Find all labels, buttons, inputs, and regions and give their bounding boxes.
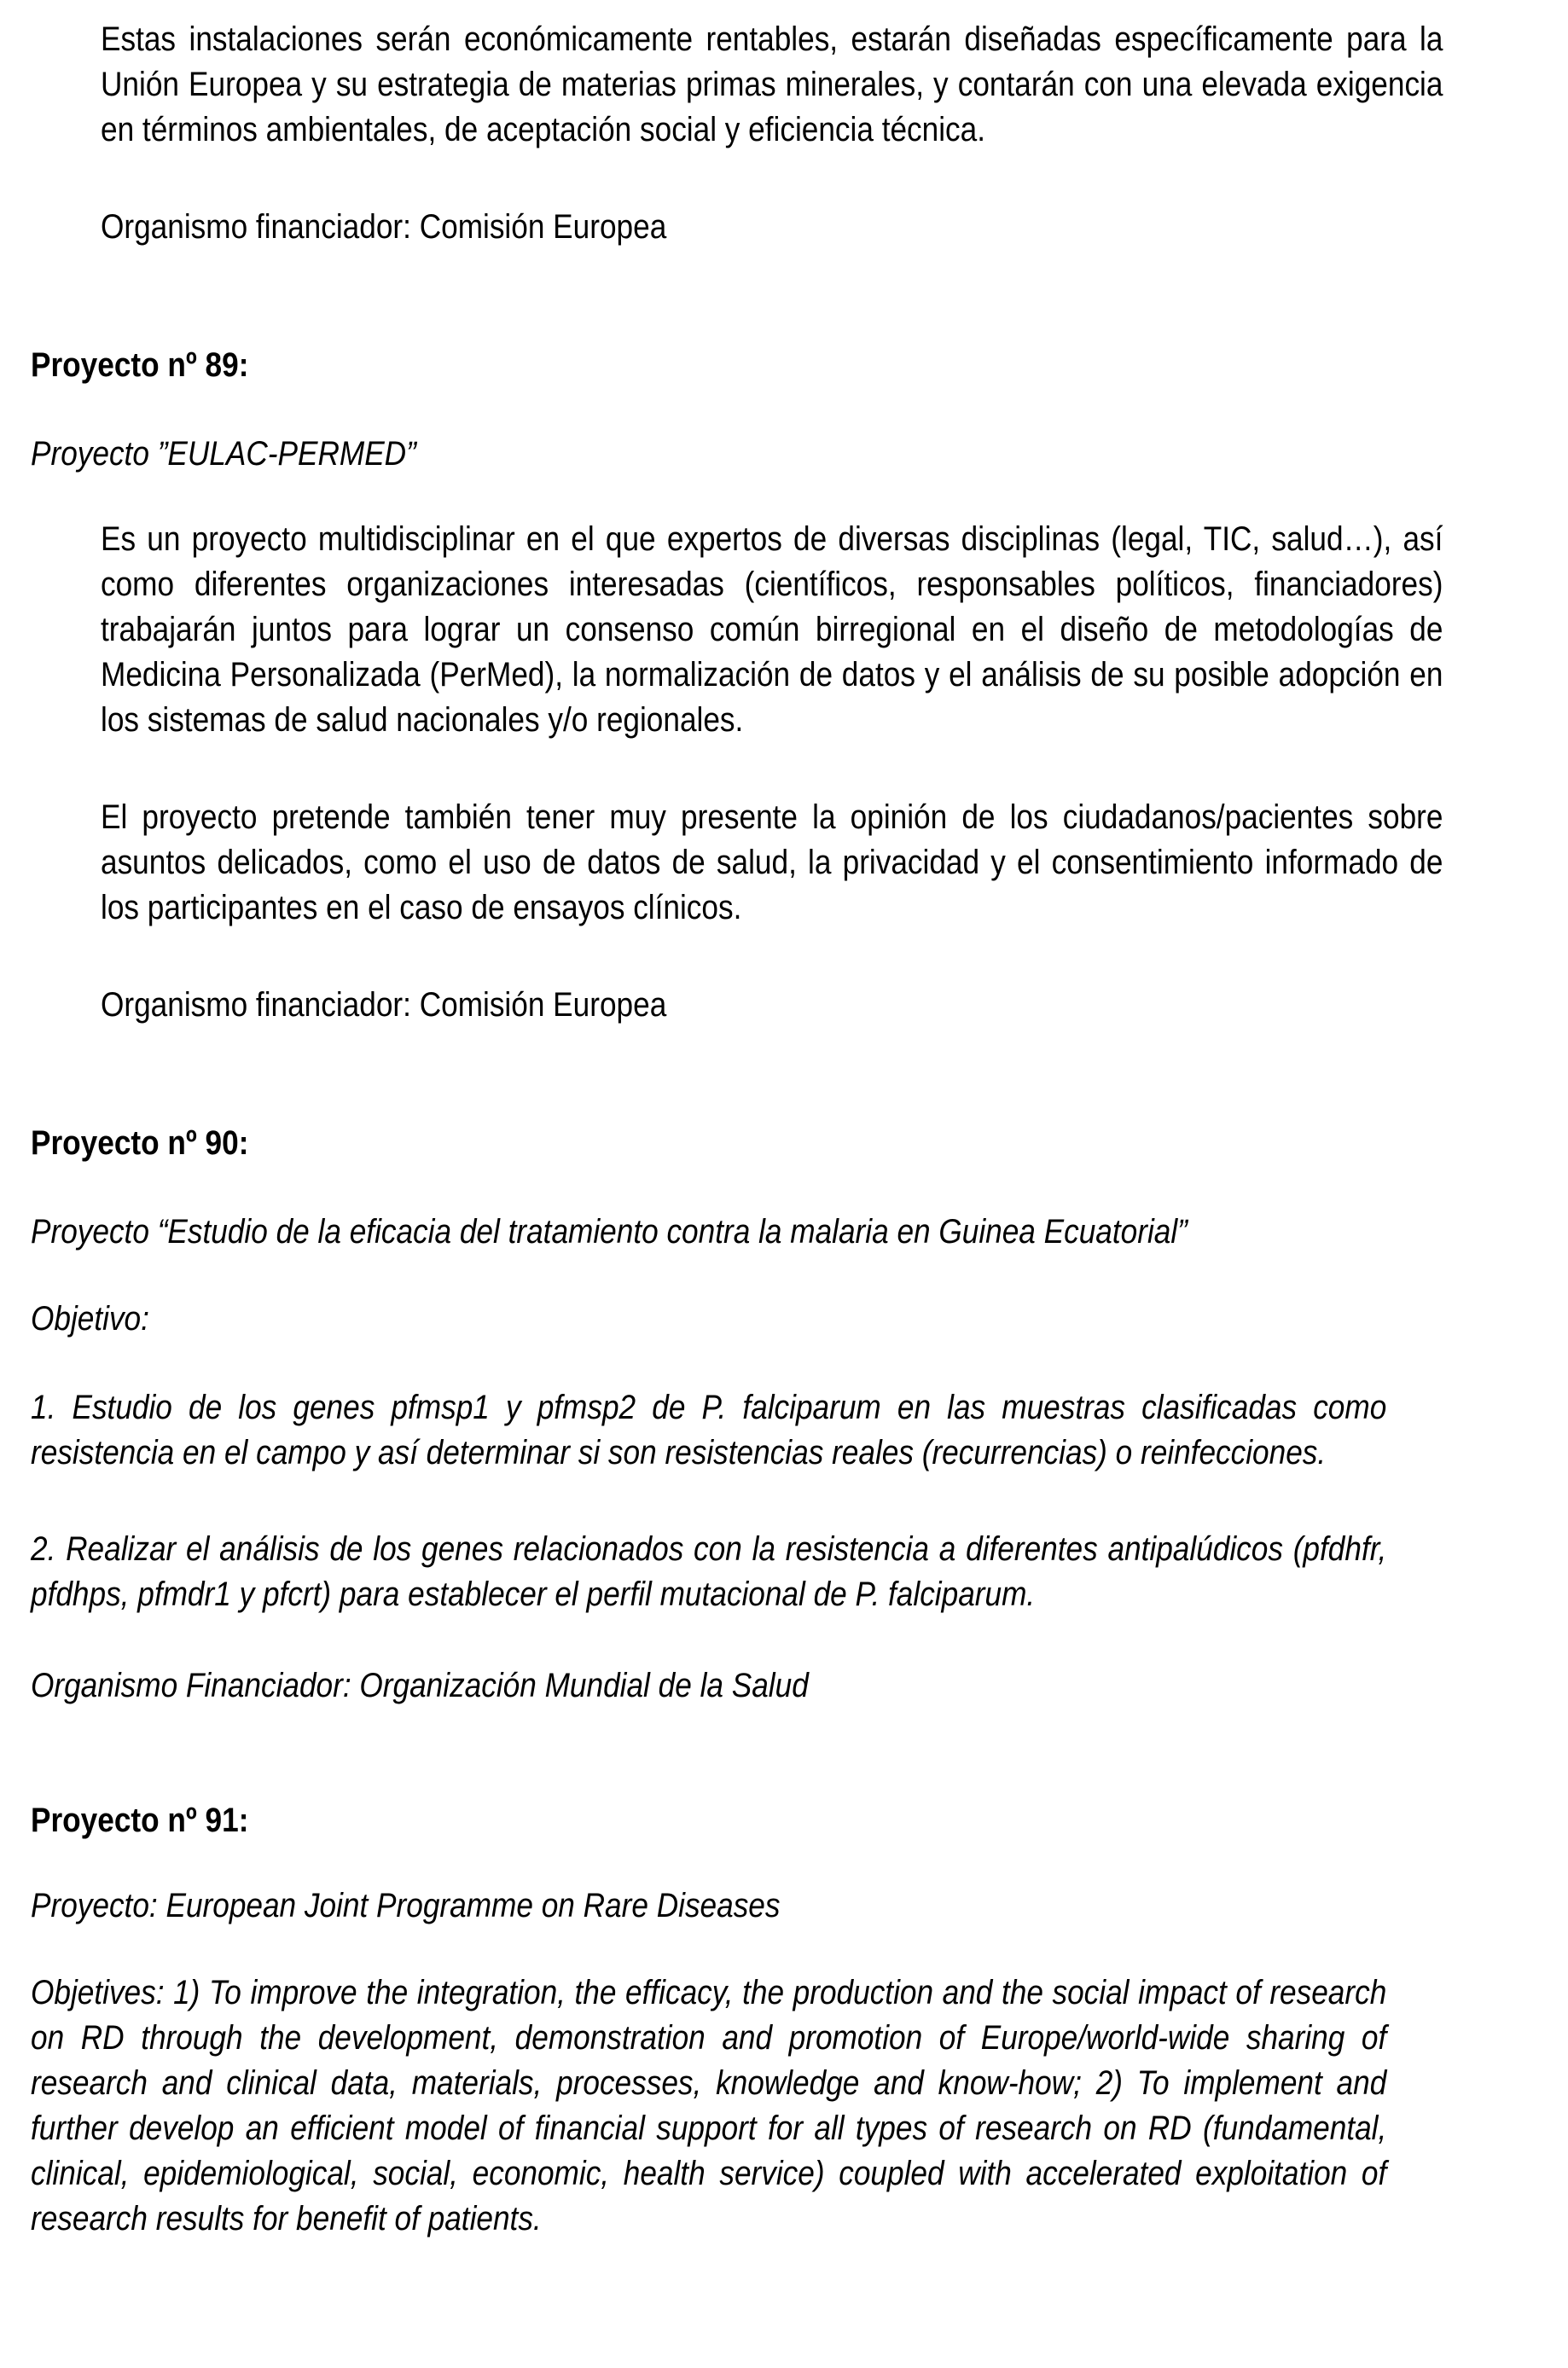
project-91-heading: Proyecto nº 91: <box>31 1802 249 1839</box>
intro-paragraph: Estas instalaciones serán económicamente rentables, estarán diseñadas específicamente para la Unión Europea y su estrategia de materias primas minerales, y contarán con una elevada exigencia en términos ambientales, de aceptación social y eficiencia técnica. <box>101 20 1443 148</box>
project-90-heading: Proyecto nº 90: <box>31 1124 249 1162</box>
project-89-funder: Organismo financiador: Comisión Europea <box>101 986 667 1024</box>
project-89-heading: Proyecto nº 89: <box>31 346 249 384</box>
project-89-title: Proyecto ”EULAC-PERMED” <box>31 435 416 473</box>
project-91-objectives: Objetives: 1) To improve the integration, the efficacy, the production and the social impact of research on RD through the development, demonstration and promotion of Europe/world-wide sharing of research and clinical data, materials, processes, knowledge and know-how; 2) To implement and further develop an efficient model of financial support for all types of research on RD (fundamental, clinical, epidemiological, social, economic, health service) coupled with accelerated exploitation of research results for benefit of patients. <box>31 1974 1387 2237</box>
project-91-title: Proyecto: European Joint Programme on Rare Diseases <box>31 1887 781 1924</box>
project-90-objective-2: 2. Realizar el análisis de los genes relacionados con la resistencia a diferentes antipalúdicos (pfdhfr, pfdhps, pfmdr1 y pfcrt) para establecer el perfil mutacional de P. falciparum. <box>31 1530 1387 1613</box>
project-90-objective-1: 1. Estudio de los genes pfmsp1 y pfmsp2 de P. falciparum en las muestras clasificadas como resistencia en el campo y así determinar si son resistencias reales (recurrencias) o reinfecciones. <box>31 1389 1387 1471</box>
project-90-objective-label: Objetivo: <box>31 1300 149 1338</box>
project-89-paragraph-1: Es un proyecto multidisciplinar en el que expertos de diversas disciplinas (legal, TIC, salud…), así como diferentes organizaciones interesadas (científicos, responsables políticos, financiadores) trabajarán juntos para lograr un consenso común birregional en el diseño de metodologías de Medicina Personalizada (PerMed), la normalización de datos y el análisis de su posible adopción en los sistemas de salud nacionales y/o regionales. <box>101 520 1443 739</box>
intro-funder: Organismo financiador: Comisión Europea <box>101 208 667 246</box>
project-89-paragraph-2: El proyecto pretende también tener muy presente la opinión de los ciudadanos/pacientes sobre asuntos delicados, como el uso de datos de salud, la privacidad y el consentimiento informado de los participantes en el caso de ensayos clínicos. <box>101 798 1443 926</box>
project-90-title: Proyecto “Estudio de la eficacia del tratamiento contra la malaria en Guinea Ecuatorial” <box>31 1213 1188 1251</box>
project-90-funder: Organismo Financiador: Organización Mundial de la Salud <box>31 1667 809 1704</box>
